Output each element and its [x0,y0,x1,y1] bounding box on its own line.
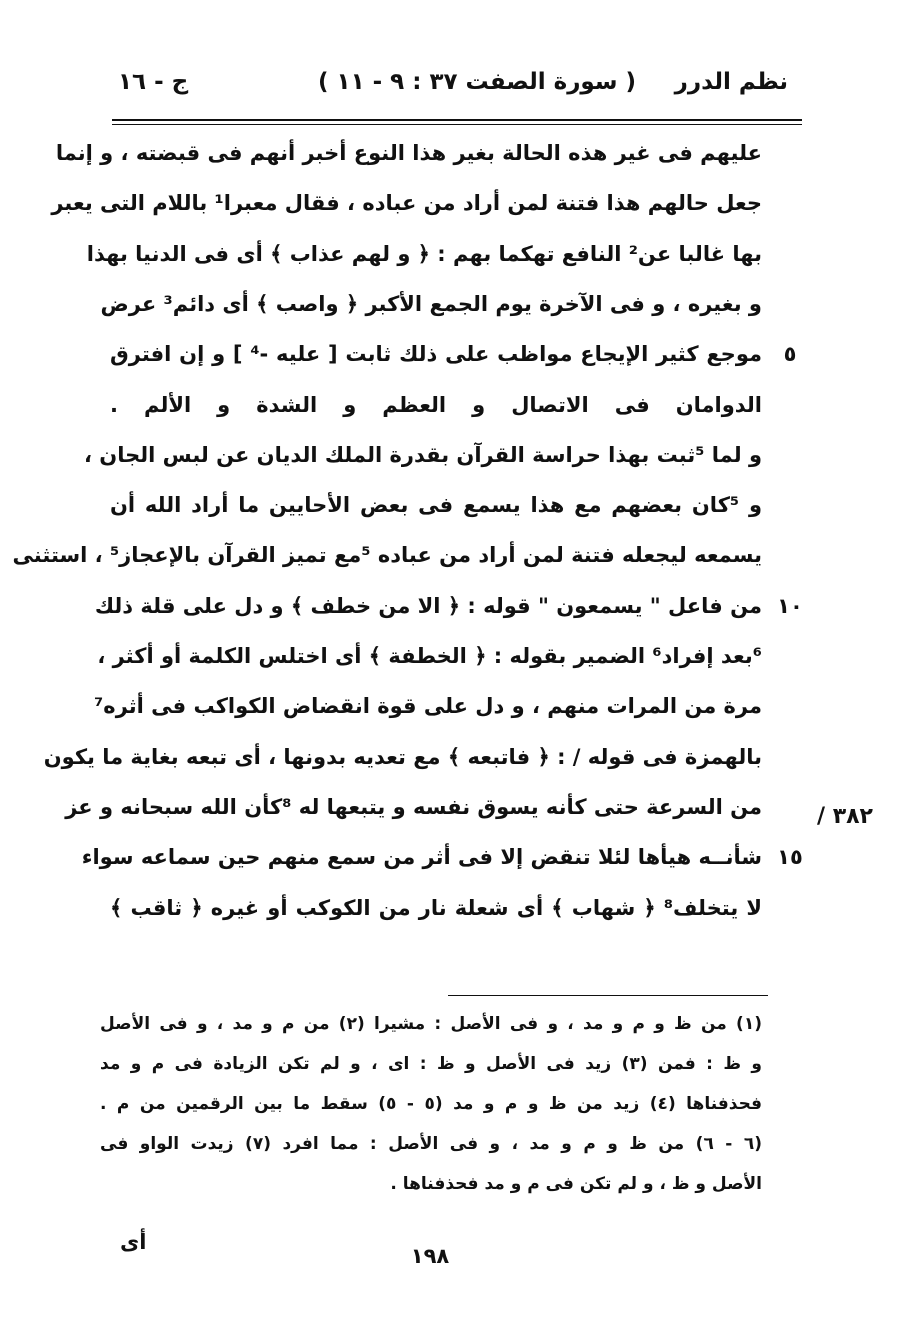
text-line: بالهمزة فى قوله / : ﴿ فاتبعه ﴾ مع تعديه بدونها ، أى تبعه بغاية ما يكون [43,744,762,769]
line-number: ١٥ [777,845,803,870]
volume-page-marker: ج - ١٦ [118,69,189,95]
line-number: ١٠ [777,593,803,618]
text-line: الدوامان فى الاتصال و العظم و الشدة و الألم . [110,392,762,417]
line-number: ٥ [783,342,797,367]
header-rule-thin [112,124,802,125]
text-line: من السرعة حتى كأنه يسوق نفسه و يتبعها له ⁸كأن الله سبحانه و عز [65,794,762,819]
text-line: و بغيره ، و فى الآخرة يوم الجمع الأكبر ﴿ واصب ﴾ أى دائم³ عرض [100,291,762,316]
text-line: جعل حالهم هذا فتنة لمن أراد من عباده ، فقال معبرا¹ باللام التى يعبر [51,191,762,216]
footnote-line: (١) من ظ و م و مد ، و فى الأصل : مشيرا (٢) من م و مد ، و فى الأصل [100,1014,762,1034]
book-title: نظم الدرر [674,69,788,95]
header-rule-thick [112,119,802,121]
text-line: مرة من المرات منهم ، و دل على قوة انقضاض الكواكب فى أثره⁷ [94,694,762,719]
text-line: يسمعه ليجعله فتنة لمن أراد من عباده ⁵مع تميز القرآن بالإعجاز⁵ ، استثنى [12,543,762,568]
catchword: أى [120,1230,147,1254]
footnote-line: (٦ - ٦) من ظ و م و مد ، و فى الأصل : مما افرد (٧) زيدت الواو فى [100,1134,762,1154]
text-line: من فاعل " يسمعون " قوله : ﴿ الا من خطف ﴾ و دل على قلة ذلك [94,593,762,618]
surah-reference: ( سورة الصفت ٣٧ : ٩ - ١١ ) [318,69,636,95]
margin-page-reference: ٣٨٢ / [817,804,873,829]
text-line: ⁶بعد إفراد⁶ الضمير بقوله : ﴿ الخطفة ﴾ أى اختلس الكلمة أو أكثر ، [97,644,762,668]
text-line: لا يتخلف⁸ ﴿ شهاب ﴾ أى شعلة نار من الكوكب أو غيره ﴿ ثاقب ﴾ [110,895,762,920]
footnote-line: الأصل و ظ ، و لم تكن فى م و مد فحذفناها . [390,1174,762,1194]
text-line: بها غالبا عن² النافع تهكما بهم : ﴿ و لهم عذاب ﴾ أى فى الدنيا بهذا [86,241,762,266]
text-line: و لما ⁵ثبت بهذا حراسة القرآن بقدرة الملك الديان عن لبس الجان ، [84,442,762,467]
text-line: عليهم فى غير هذه الحالة بغير هذا النوع أخبر أنهم فى قبضته ، و إنما [55,141,762,165]
footnote-separator [448,995,768,996]
footnote-line: و ظ : فمن (٣) زيد فى الأصل و ظ : اى ، و لم تكن الزيادة فى م و مد [100,1054,762,1074]
page-number: ١٩٨ [410,1244,450,1268]
text-line: شأنــه هيأها لئلا تنقض إلا فى أثر من سمع منهم حين سماعه سواء [81,845,762,870]
footnote-line: فحذفناها (٤) زيد من ظ و م و مد (٥ - ٥) سقط ما بين الرقمين من م . [100,1094,763,1114]
text-line: و ⁵كان بعضهم مع هذا يسمع فى بعض الأحايين ما أراد الله أن [110,493,762,518]
text-line: موجع كثير الإيجاع مواظب على ذلك ثابت [ عليه -⁴ ] و إن افترق [110,342,762,367]
